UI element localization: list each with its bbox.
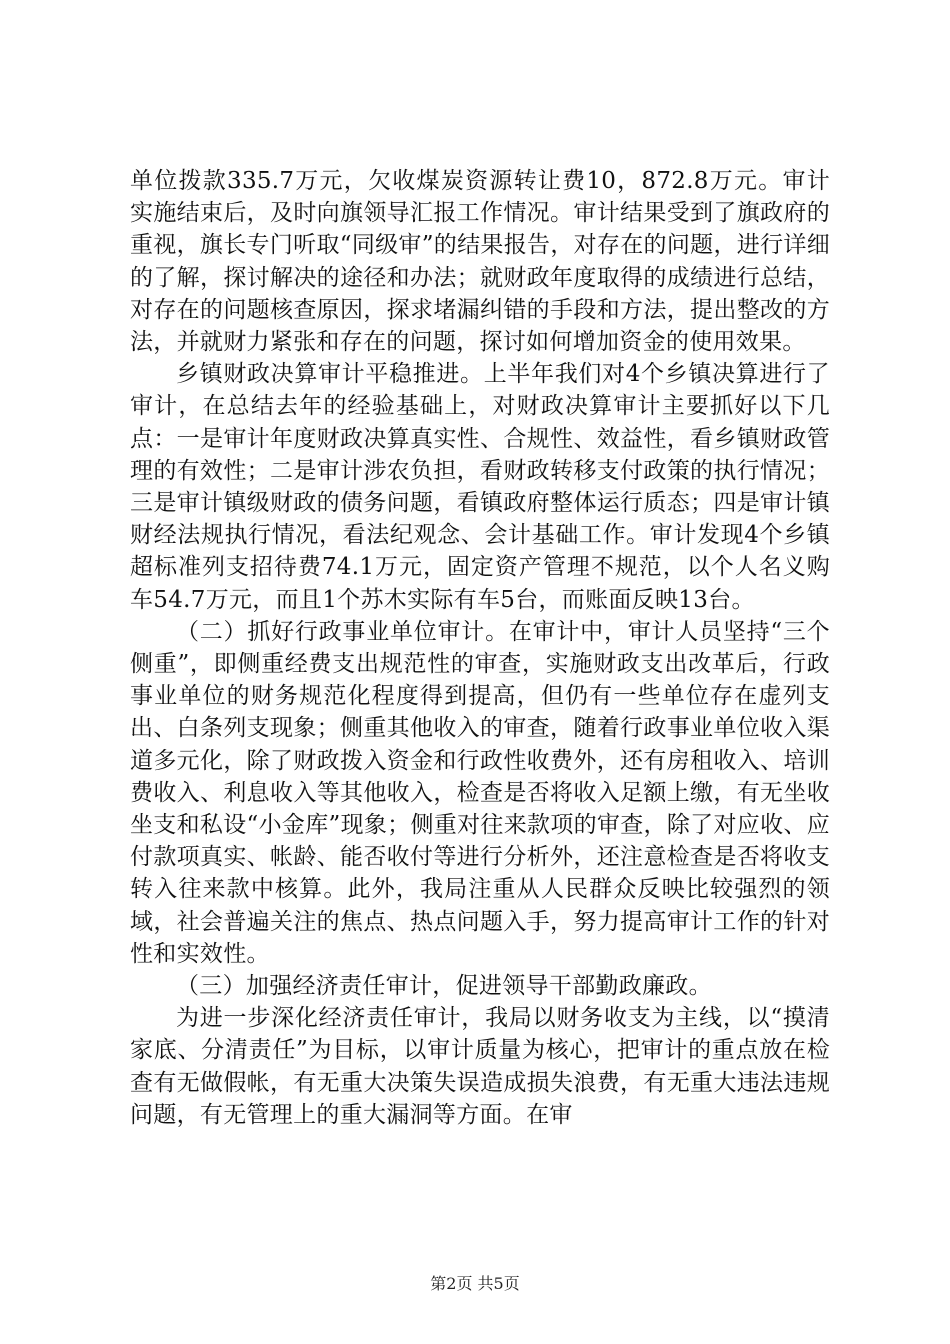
paragraph-5: 为进一步深化经济责任审计，我局以财务收支为主线，以“摸清家底、分清责任”为目标，以审计质量为核心，把审计的重点放在检查有无做假帐，有无重大决策失误造成损失浪费，有无重大违法违规问题，有无管理上的重大漏洞等方面。在审 (130, 1005, 830, 1128)
paragraph-2: 乡镇财政决算审计平稳推进。上半年我们对4个乡镇决算进行了审计，在总结去年的经验基础上，对财政决算审计主要抓好以下几点：一是审计年度财政决算真实性、合规性、效益性，看乡镇财政管理的有效性；二是审计涉农负担，看财政转移支付政策的执行情况；三是审计镇级财政的债务问题，看镇政府整体运行质态；四是审计镇财经法规执行情况，看法纪观念、会计基础工作。审计发现4个乡镇超标准列支招待费74.1万元，固定资产管理不规范，以个人名义购车54.7万元，而且1个苏木实际有车5台，而账面反映13台。 (130, 361, 830, 613)
paragraph-3: （二）抓好行政事业单位审计。在审计中，审计人员坚持“三个侧重”，即侧重经费支出规范性的审查，实施财政支出改革后，行政事业单位的财务规范化程度得到提高，但仍有一些单位存在虚列支出、白条列支现象；侧重其他收入的审查，随着行政事业单位收入渠道多元化，除了财政拨入资金和行政性收费外，还有房租收入、培训费收入、利息收入等其他收入，检查是否将收入足额上缴，有无坐收坐支和私设“小金库”现象；侧重对往来款项的审查，除了对应收、应付款项真实、帐龄、能否收付等进行分析外，还注意检查是否将收支转入往来款中核算。此外，我局注重从人民群众反映比较强烈的领域，社会普遍关注的焦点、热点问题入手，努力提高审计工作的针对性和实效性。 (130, 618, 830, 967)
paragraph-1: 单位拨款335.7万元，欠收煤炭资源转让费10，872.8万元。审计实施结束后，及时向旗领导汇报工作情况。审计结果受到了旗政府的重视，旗长专门听取“同级审”的结果报告，对存在的问题，进行详细的了解，探讨解决的途径和办法；就财政年度取得的成绩进行总结，对存在的问题核查原因，探求堵漏纠错的手段和方法，提出整改的方法，并就财力紧张和存在的问题，探讨如何增加资金的使用效果。 (130, 168, 830, 356)
paragraph-4: （三）加强经济责任审计，促进领导干部勤政廉政。 (176, 973, 712, 1000)
body-text (130, 165, 830, 1131)
page-number-footer: 第2页 共5页 (430, 1274, 520, 1293)
